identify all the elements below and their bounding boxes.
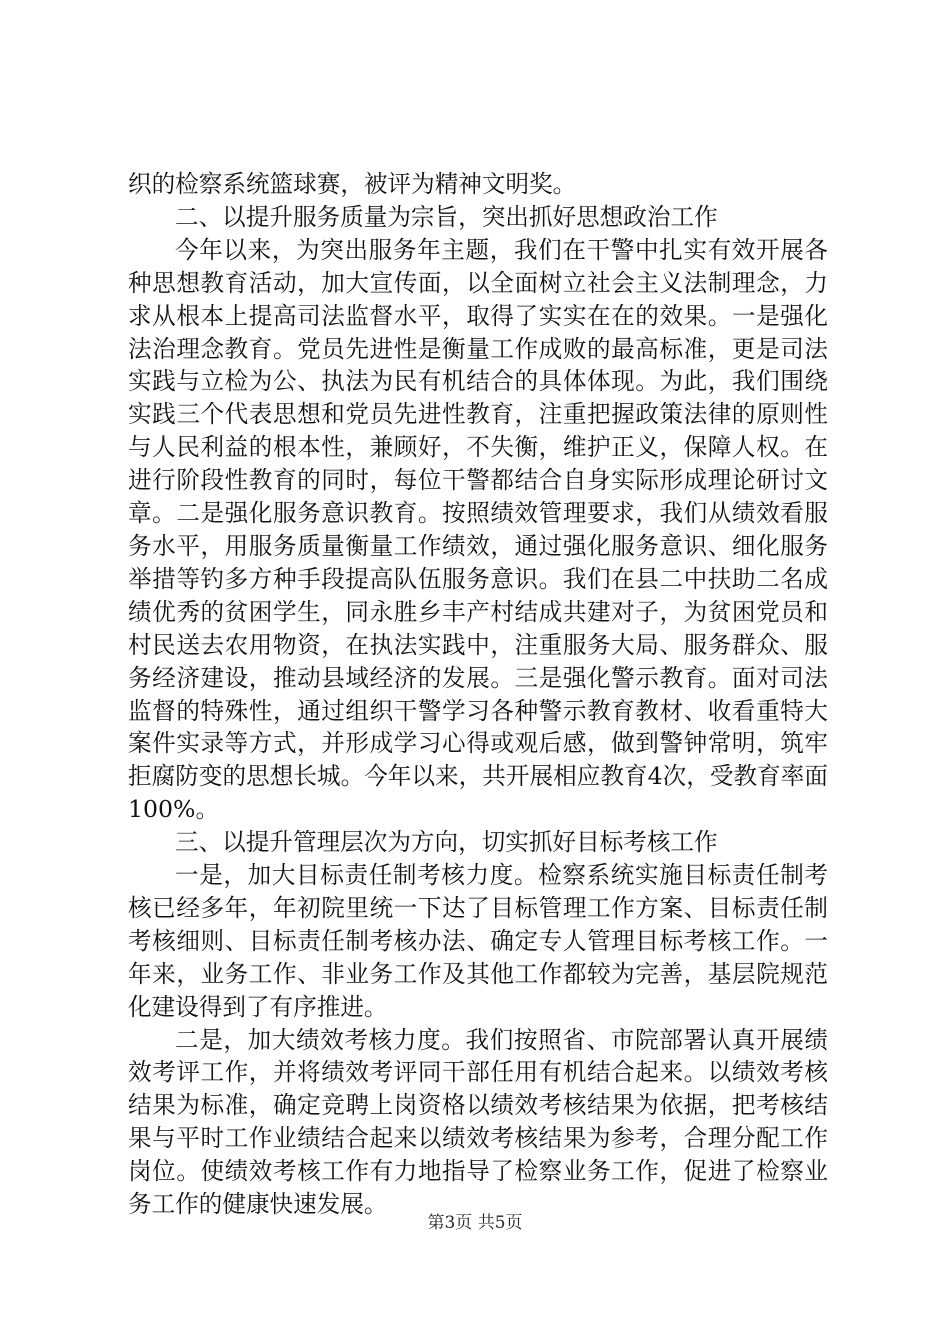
- paragraph-section-2: 今年以来，为突出服务年主题，我们在干警中扎实有效开展各种思想教育活动，加大宣传面，以全面树立社会主义法制理念，力求从根本上提高司法监督水平，取得了实实在在的效果。一是强化法治理念教育。党员先进性是衡量工作成败的最高标准，更是司法实践与立检为公、执法为民有机结合的具体体现。为此，我们围绕实践三个代表思想和党员先进性教育，注重把握政策法律的原则性与人民利益的根本性，兼顾好，不失衡，维护正义，保障人权。在进行阶段性教育的同时，每位干警都结合自身实际形成理论研讨文章。二是强化服务意识教育。按照绩效管理要求，我们从绩效看服务水平，用服务质量衡量工作绩效，通过强化服务意识、细化服务举措等钓多方种手段提高队伍服务意识。我们在县二中扶助二名成绩优秀的贫困学生，同永胜乡丰产村结成共建对子，为贫困党员和村民送去农用物资，在执法实践中，注重服务大局、服务群众、服务经济建设，推动县域经济的发展。三是强化警示教育。面对司法监督的特殊性，通过组织干警学习各种警示教育教材、收看重特大案件实录等方式，并形成学习心得或观后感，做到警钟常明，筑牢拒腐防变的思想长城。今年以来，共开展相应教育4次，受教育率面100%。: [128, 235, 828, 824]
- section-heading-2: 二、以提升服务质量为宗旨，突出抓好思想政治工作: [175, 202, 718, 231]
- paragraph-continuation: 织的检察系统篮球赛，被评为精神文明奖。: [128, 170, 577, 198]
- document-body: [128, 168, 828, 1221]
- paragraph-performance-assessment: 二是，加大绩效考核力度。我们按照省、市院部署认真开展绩效考评工作，并将绩效考评同干部任用有机结合起来。以绩效考核结果为标准，确定竞聘上岗资格以绩效考核结果为依据，把考核结果与平时工作业绩结合起来以绩效考核结果为参考，合理分配工作岗位。使绩效考核工作有力地指导了检察业务工作，促进了检察业务工作的健康快速发展。: [128, 1025, 828, 1219]
- page-number-footer: 第3页 共5页: [427, 1213, 523, 1233]
- section-heading-3: 三、以提升管理层次为方向，切实抓好目标考核工作: [175, 828, 718, 857]
- paragraph-target-responsibility: 一是，加大目标责任制考核力度。检察系统实施目标责任制考核已经多年，年初院里统一下达了目标管理工作方案、目标责任制考核细则、目标责任制考核办法、确定专人管理目标考核工作。一年来，业务工作、非业务工作及其他工作都较为完善，基层院规范化建设得到了有序推进。: [128, 861, 828, 1021]
